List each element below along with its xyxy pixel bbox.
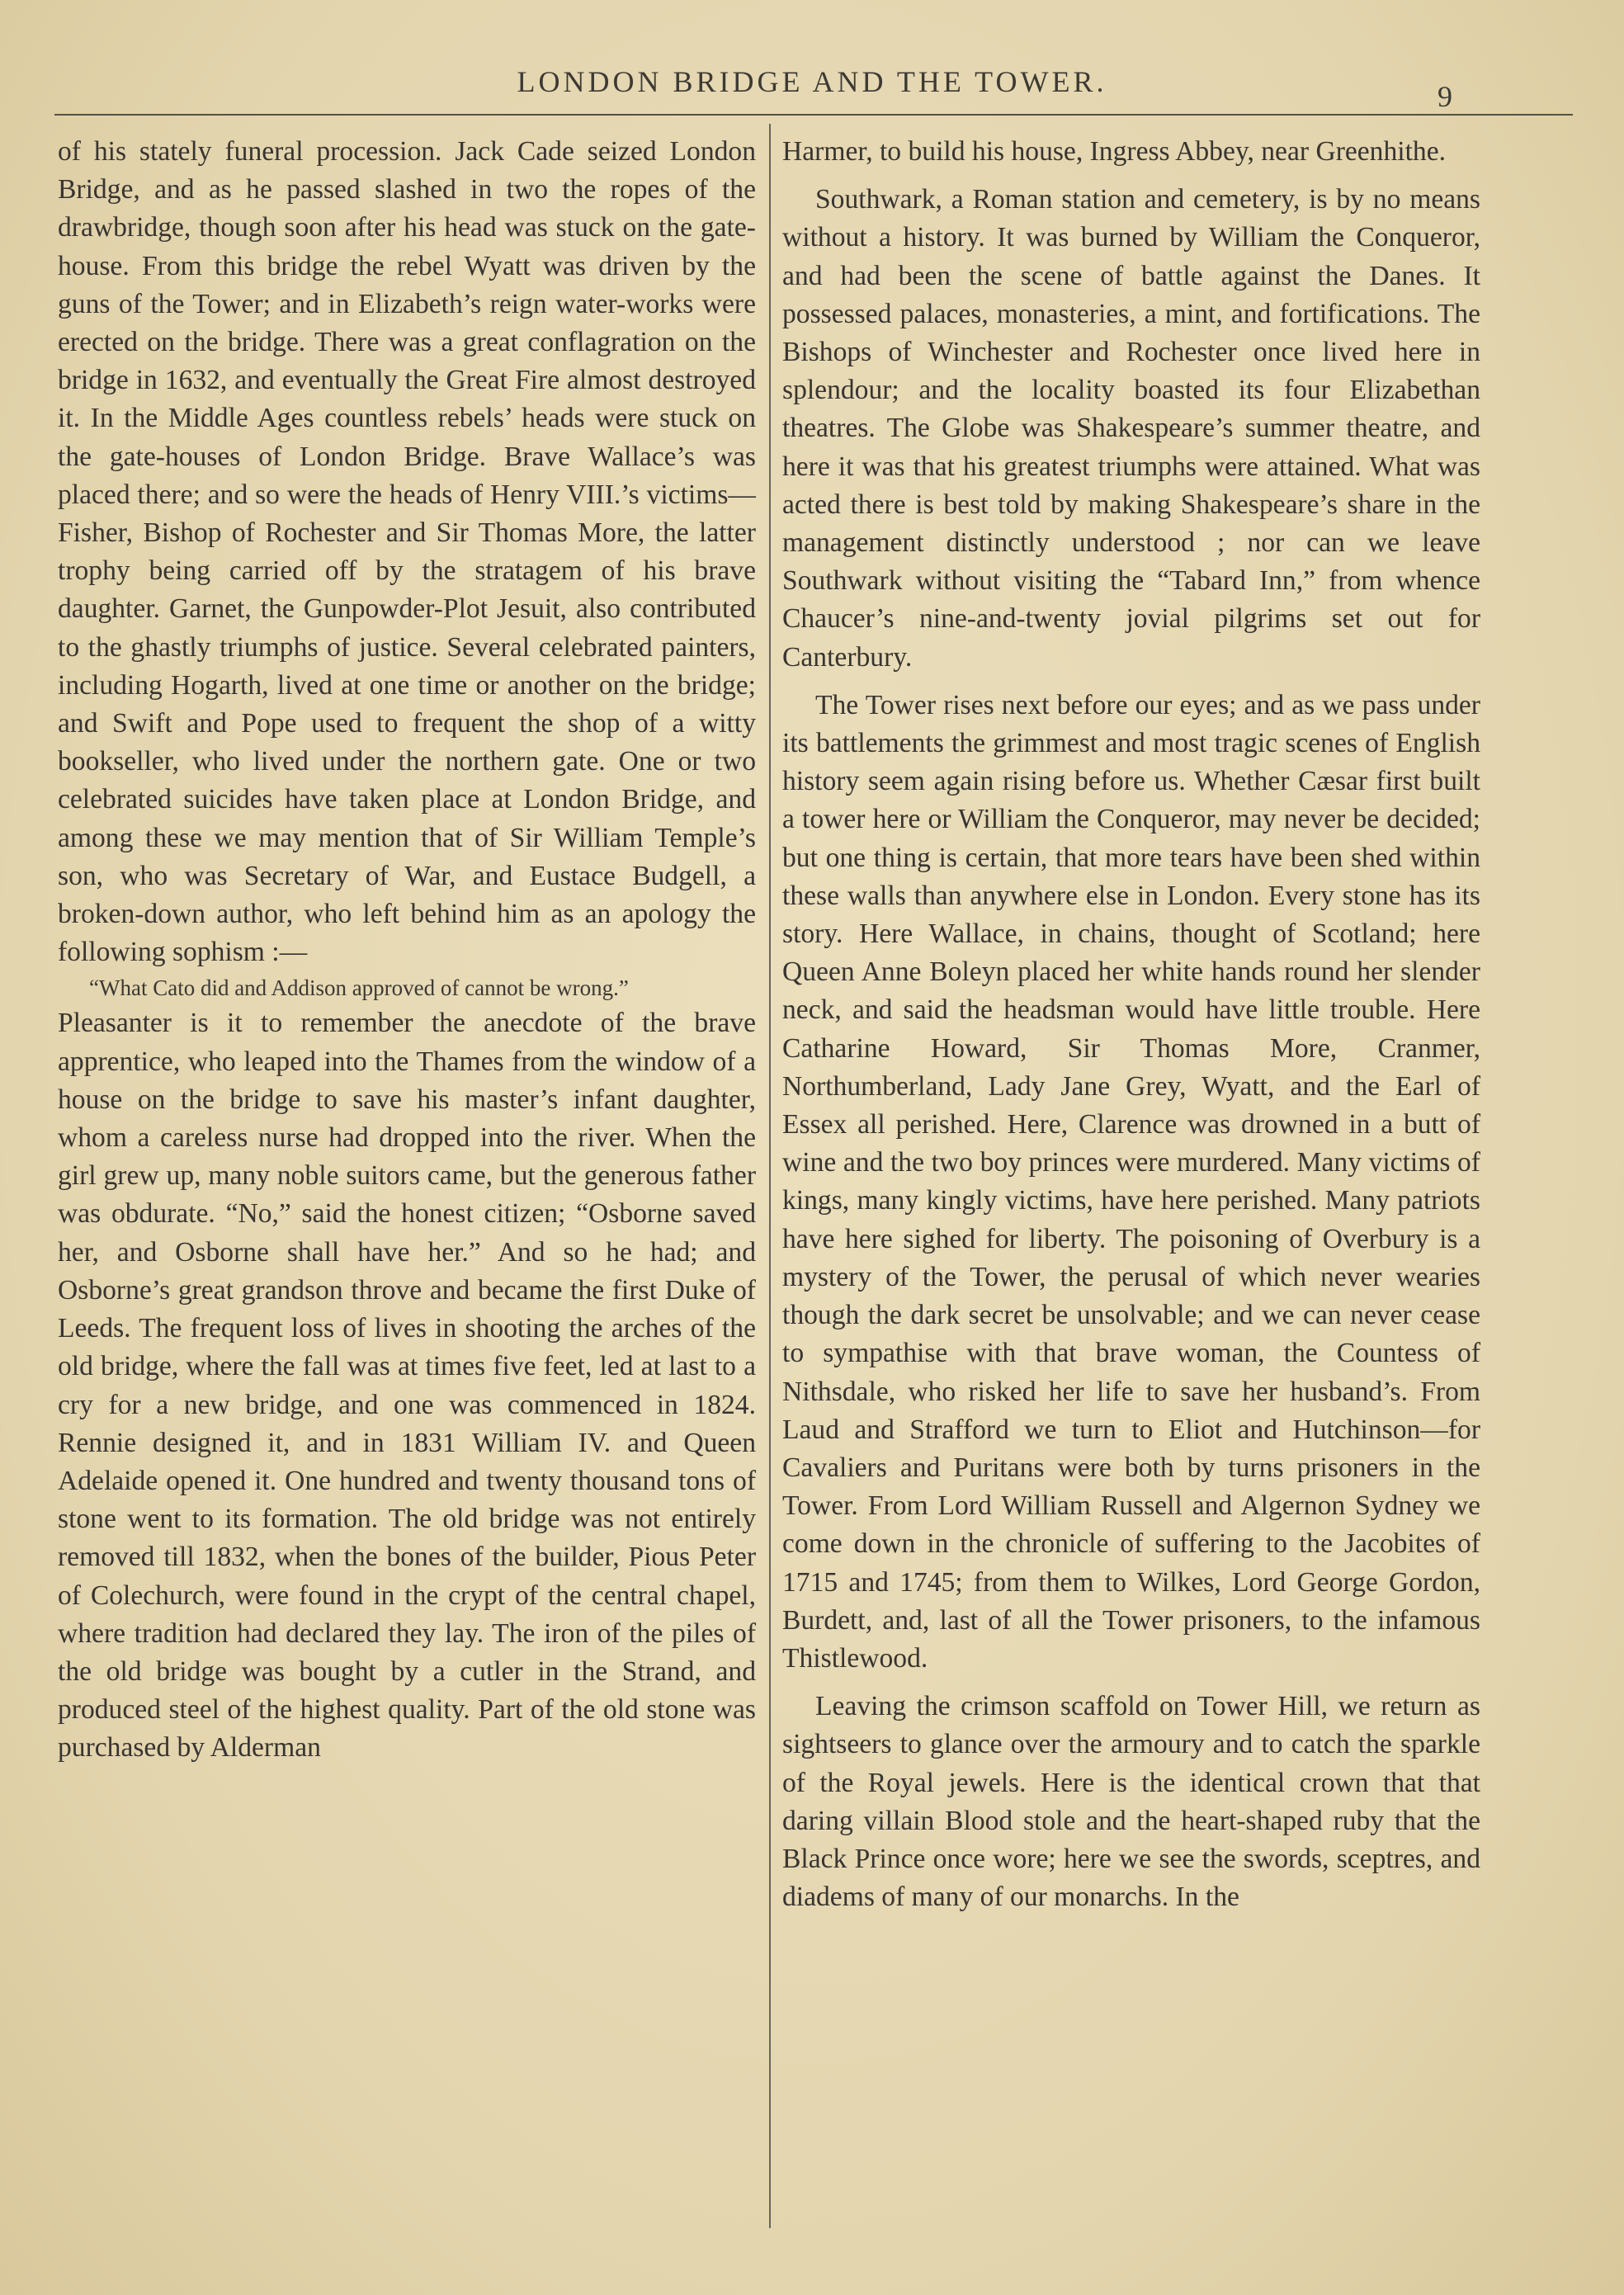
block-quote: “What Cato did and Addison approved of cannot be wrong.” <box>89 975 629 1001</box>
right-paragraph-4: Leaving the crimson scaffold on Tower Hill, we return as sightseers to glance over the armoury and to catch the sparkle of the Royal jewels. Here is the identical crown that that daring villain Blood stole and the heart-shaped ruby that the Black Prince once wore; here we see the swords, sceptres, and diadems of many of our monarchs. In the <box>782 1691 1480 1913</box>
running-title: LONDON BRIDGE AND THE TOWER. <box>517 65 1107 98</box>
header-rule <box>54 114 1573 116</box>
left-paragraph-1: of his stately funeral procession. Jack Cade seized London Bridge, and as he passed slashed in two the ropes of the drawbridge, though soon after his head was stuck on the gate-house. From this bridge the rebel Wyatt was driven by the guns of the Tower; and in Elizabeth’s reign water-works were erected on the bridge. There was a great conflagration on the bridge in 1632, and eventually the Great Fire almost destroyed it. In the Middle Ages countless rebels’ heads were stuck on the gate-houses of London Bridge. Brave Wallace’s was placed there; and so were the heads of Henry VIII.’s victims—Fisher, Bishop of Rochester and Sir Thomas More, the latter trophy being carried off by the stratagem of his brave daughter. Garnet, the Gunpowder-Plot Jesuit, also contributed to the ghastly triumphs of justice. Several celebrated painters, including Hogarth, lived at one time or another on the bridge; and Swift and Pope used to frequent the shop of a witty bookseller, who lived under the northern gate. One or two celebrated suicides have taken place at London Bridge, and among these we may mention that of Sir William Temple’s son, who was Secretary of War, and Eustace Budgell, a broken-down author, who left behind him as an apology the following sophism :— <box>58 136 756 968</box>
page-number: 9 <box>1438 80 1452 113</box>
left-column <box>58 133 756 1768</box>
right-column <box>782 133 1480 1916</box>
left-paragraph-2: Pleasanter is it to remember the anecdote of the brave apprentice, who leaped into the Thames from the window of a house on the bridge to save his master’s infant daughter, whom a careless nurse had dropped into the river. When the girl grew up, many noble suitors came, but the generous father was obdurate. “No,” said the honest citizen; “Osborne saved her, and Osborne shall have her.” And so he had; and Osborne’s great grandson throve and became the first Duke of Leeds. The frequent loss of lives in shooting the arches of the old bridge, where the fall was at times five feet, led at last to a cry for a new bridge, and one was commenced in 1824. Rennie designed it, and in 1831 William IV. and Queen Adelaide opened it. One hundred and twenty thousand tons of stone went to its formation. The old bridge was not entirely removed till 1832, when the bones of the builder, Pious Peter of Colechurch, were found in the crypt of the central chapel, where tradition had declared they lay. The iron of the piles of the old bridge was bought by a cutler in the Strand, and produced steel of the highest quality. Part of the old stone was purchased by Alderman <box>58 1008 756 1764</box>
column-divider <box>769 124 771 2228</box>
right-paragraph-3: The Tower rises next before our eyes; and as we pass under its battlements the grimmest and most tragic scenes of English history seem again rising before us. Whether Cæsar first built a tower here or William the Conqueror, may never be decided; but one thing is certain, that more tears have been shed within these walls than anywhere else in London. Every stone has its story. Here Wallace, in chains, thought of Scotland; here Queen Anne Boleyn placed her white hands round her slender neck, and said the headsman would have little trouble. Here Catharine Howard, Sir Thomas More, Cranmer, Northumberland, Lady Jane Grey, Wyatt, and the Earl of Essex all perished. Here, Clarence was drowned in a butt of wine and the two boy princes were murdered. Many victims of kings, many kingly victims, have here perished. Many patriots have here sighed for liberty. The poisoning of Overbury is a mystery of the Tower, the perusal of which never wearies though the dark secret be unsolvable; and we can never cease to sympathise with that brave woman, the Countess of Nithsdale, who risked her life to save her husband’s. From Laud and Strafford we turn to Eliot and Hutchinson—for Cavaliers and Puritans were both by turns prisoners in the Tower. From Lord William Russell and Algernon Sydney we come down in the chronicle of suffering to the Jacobites of 1715 and 1745; from them to Wilkes, Lord George Gordon, Burdett, and, last of all the Tower prisoners, to the infamous Thistlewood. <box>782 689 1480 1674</box>
right-paragraph-2: Southwark, a Roman station and cemetery, is by no means without a history. It was burned by William the Conqueror, and had been the scene of battle against the Danes. It possessed palaces, monasteries, a mint, and fortifications. The Bishops of Winchester and Rochester once lived here in splendour; and the locality boasted its four Elizabethan theatres. The Globe was Shakespeare’s summer theatre, and here it was that his greatest triumphs were attained. What was acted there is best told by making Shakespeare’s share in the management distinctly understood ; nor can we leave Southwark without visiting the “Tabard Inn,” from whence Chaucer’s nine-and-twenty jovial pilgrims set out for Canterbury. <box>782 184 1480 673</box>
right-paragraph-1: Harmer, to build his house, Ingress Abbey, near Greenhithe. <box>782 136 1447 167</box>
